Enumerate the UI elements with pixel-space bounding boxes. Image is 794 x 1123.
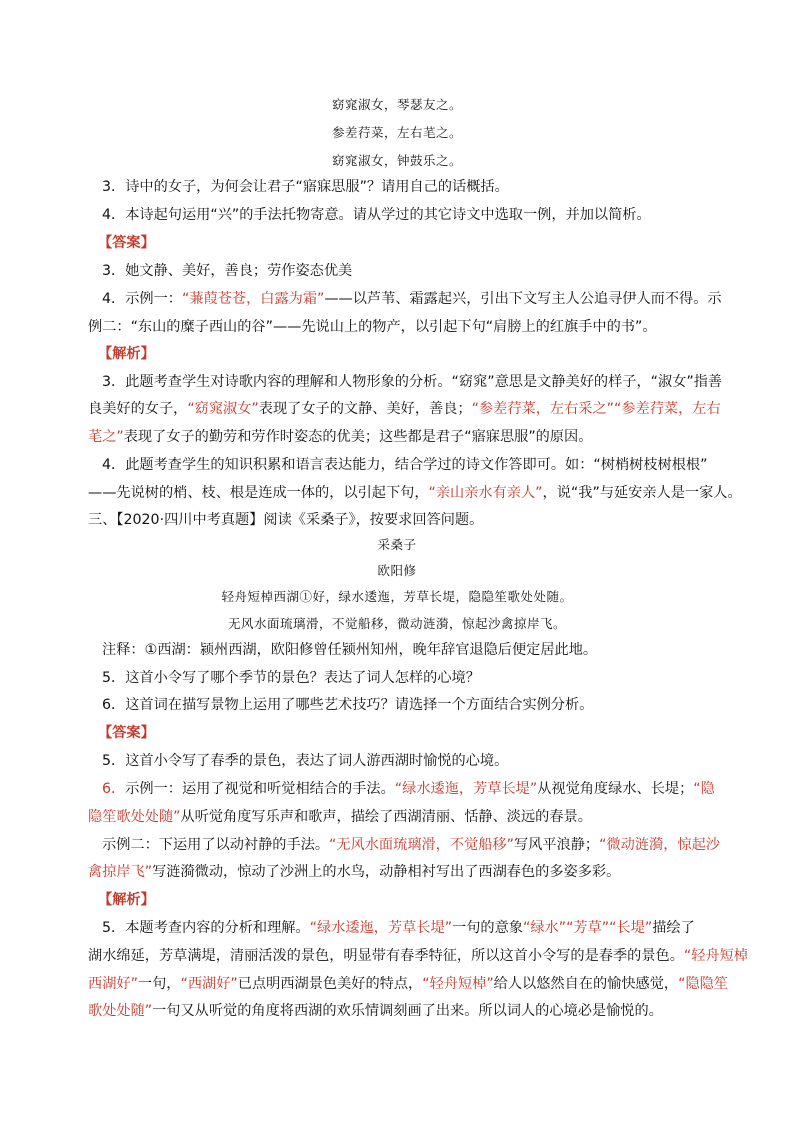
answer-4-line-1	[102, 288, 722, 308]
answer-6-text-b: 从视觉角度绿水、长堤；	[537, 781, 694, 797]
answer-label-2: 【答案】	[98, 725, 155, 741]
analysis-label-2: 【解析】	[98, 892, 155, 908]
poem2-line-1: 轻舟短棹西湖①好，绿水逶迤，芳草长堤，隐隐笙歌处处随。	[221, 589, 573, 604]
analysis-5-quote-e: “西湖好”	[180, 976, 238, 992]
poem1-line-1: 窈窕淑女，琴瑟友之。	[331, 97, 462, 112]
answer-6-text-a: 示例一：运用了视觉和听觉相结合的手法。	[125, 781, 395, 797]
analysis-5-text-c: 描绘了	[652, 920, 695, 936]
analysis-5-line-1	[102, 917, 695, 937]
answer-6-quote-c: 隐笙歌处处随”	[88, 809, 181, 825]
poem2-line-2: 无风水面琉璃滑，不觉船移，微动涟漪，惊起沙禽掠岸飞。	[227, 616, 566, 631]
question-5: 5．这首小令写了哪个季节的景色？表达了词人怎样的心境？	[102, 670, 480, 686]
question-3: 3．诗中的女子，为何会让君子“寤寐思服”？请用自己的话概括。	[102, 179, 509, 195]
analysis-3-text-c: 表现了女子的勤劳和劳作时姿态的优美；这些都是君子“寤寐思服”的原因。	[123, 429, 593, 445]
answer-6b-text-a: 示例二：下运用了以动衬静的手法。	[102, 837, 330, 853]
question-4: 4．本诗起句运用“兴”的手法托物寄意。请从学过的其它诗文中选取一例，并加以简析。	[102, 207, 651, 223]
analysis-4-line-1: 4．此题考查学生的知识积累和语言表达能力，结合学过的诗文作答即可。如：“树梢树枝树根根”	[102, 457, 708, 473]
analysis-label-1: 【解析】	[98, 346, 155, 362]
analysis-4-text-a: ——先说树的梢、枝、根是连成一体的，以引起下句，	[88, 485, 429, 501]
analysis-5-quote-d: 西湖好”	[88, 976, 138, 992]
answer-5: 5．这首小令写了春季的景色，表达了词人游西湖时愉悦的心境。	[102, 753, 509, 769]
analysis-4-line-2	[88, 482, 742, 502]
answer-6b-text-c: 写涟漪微动，惊动了沙洲上的水鸟，动静相衬写出了西湖春色的多姿多彩。	[152, 864, 621, 880]
answer-4-quote: “蒹葭苍苍，白露为霜”	[181, 291, 325, 307]
analysis-3-text-b: 表现了女子的文静、美好，善良；	[258, 401, 472, 417]
answer-6b-quote-c: 禽掠岸飞”	[88, 864, 153, 880]
analysis-4-quote: “亲山亲水有亲人”	[428, 485, 543, 501]
analysis-3-quote-b: “参差荇菜，左右采之”“参差荇菜，左右	[471, 401, 721, 417]
answer-6b-quote-a: “无风水面琉璃滑，不觉船移”	[329, 837, 514, 853]
answer-6-line-1	[102, 778, 715, 798]
analysis-3-line-3	[88, 426, 592, 446]
analysis-5-quote-f: “轻舟短棹”	[422, 976, 494, 992]
analysis-5-quote-h: 歌处处随”	[88, 1003, 153, 1019]
analysis-5-quote-a: “绿水逶迤，芳草长堤”	[309, 920, 453, 936]
analysis-4-text-b: ，说“我”与延安亲人是一家人。	[542, 485, 742, 501]
answer-6-example-2-line-1	[102, 834, 720, 854]
analysis-3-quote-c: 芼之”	[88, 429, 124, 445]
analysis-5-line-3	[88, 973, 728, 993]
answer-6-text-c: 从听觉角度写乐声和歌声，描绘了西湖清丽、恬静、淡远的春景。	[180, 809, 592, 825]
analysis-5-quote-g: “隐隐笙	[678, 976, 729, 992]
analysis-5-quote-c: “轻舟短棹	[683, 948, 748, 964]
poem1-line-2: 参差荇菜，左右芼之。	[331, 125, 462, 140]
answer-6b-text-b: 写风平浪静；	[513, 837, 600, 853]
answer-4-text: ——以芦苇、霜露起兴，引出下文写主人公追寻伊人而不得。示	[324, 291, 722, 307]
analysis-5-text-h: 一句又从听觉的角度将西湖的欢乐情调刻画了出来。所以词人的心境必是愉悦的。	[152, 1003, 663, 1019]
annotation-note: 注释：①西湖：颍州西湖，欧阳修曾任颍州知州，晚年辞官退隐后便定居此地。	[102, 642, 598, 658]
analysis-3-line-2	[88, 398, 721, 418]
question-6: 6．这首词在描写景物上运用了哪些艺术技巧？请选择一个方面结合实例分析。	[102, 697, 594, 713]
answer-6-quote-a: “绿水逶迤，芳草长堤”	[394, 781, 538, 797]
analysis-5-line-2	[88, 945, 748, 965]
answer-4-line-2: 例二：“东山的糜子西山的谷”——先说山上的物产，以引起下句“肩膀上的红旗手中的书”。	[88, 319, 657, 335]
analysis-5-text-a: 5．本题考查内容的分析和理解。	[102, 920, 310, 936]
analysis-5-text-b: 一句的意象	[452, 920, 523, 936]
answer-6-number: 6．	[102, 781, 126, 797]
poem2-title: 采桑子	[377, 537, 417, 552]
answer-3: 3．她文静、美好，善良；劳作姿态优美	[102, 263, 353, 279]
poem1-line-3: 窈窕淑女，钟鼓乐之。	[331, 153, 462, 168]
answer-6b-quote-b: “微动涟漪，惊起沙	[599, 837, 720, 853]
answer-6-quote-b: “隐	[693, 781, 715, 797]
analysis-5-text-e: 一句，	[137, 976, 181, 992]
analysis-3-line-1: 3．此题考查学生对诗歌内容的理解和人物形象的分析。“窈窕”意思是文静美好的样子，“淑女”指善	[102, 374, 723, 390]
analysis-5-quote-b: “绿水”“芳草”“长堤”	[523, 920, 653, 936]
analysis-5-text-f: 已点明西湖景色美好的特点，	[237, 976, 423, 992]
analysis-3-text-a: 良美好的女子，	[88, 401, 188, 417]
analysis-5-line-4	[88, 1000, 663, 1020]
answer-6-example-2-line-2	[88, 861, 620, 881]
analysis-5-text-g: 给人以悠然自在的愉快感觉，	[493, 976, 679, 992]
analysis-5-text-d: 湖水绵延，芳草满堤，清丽活泼的景色，明显带有春季特征，所以这首小令写的是春季的景色。	[88, 948, 684, 964]
section-3-heading: 三、【2020·四川中考真题】阅读《采桑子》，按要求回答问题。	[88, 512, 484, 528]
answer-label-1: 【答案】	[98, 235, 155, 251]
analysis-3-quote-a: “窈窕淑女”	[187, 401, 259, 417]
answer-6-line-2	[88, 806, 592, 826]
answer-4-prefix: 4．示例一：	[102, 291, 182, 307]
poem2-author: 欧阳修	[377, 563, 417, 578]
